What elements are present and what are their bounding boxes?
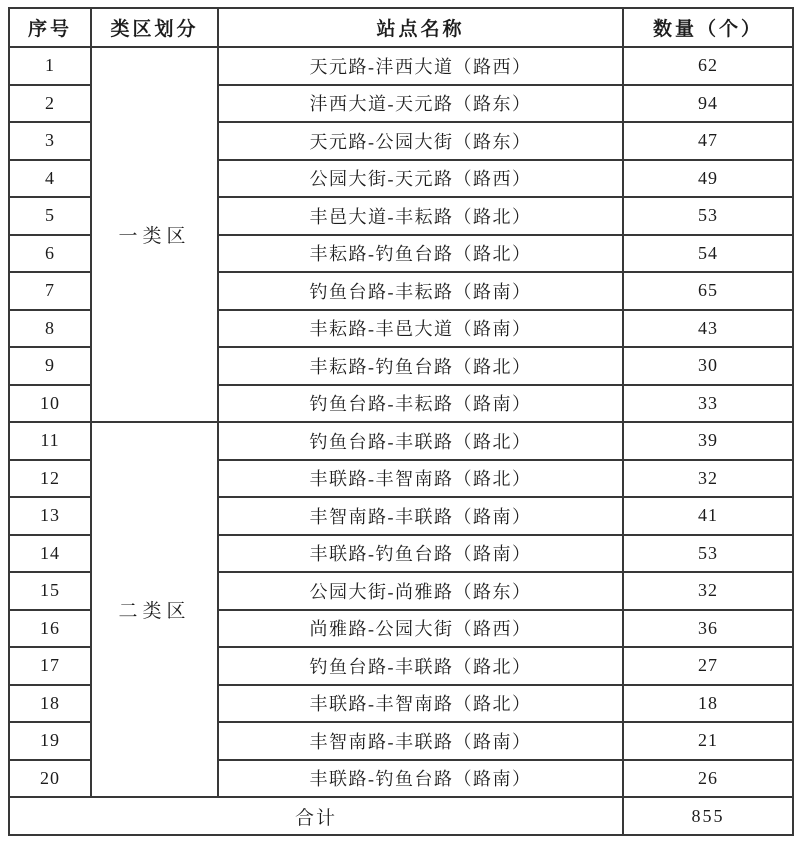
quantity-cell: 27 <box>623 647 793 685</box>
station-name-cell: 钓鱼台路-丰联路（路北） <box>218 422 623 460</box>
row-number-cell: 6 <box>9 235 91 273</box>
row-number-cell: 13 <box>9 497 91 535</box>
quantity-cell: 65 <box>623 272 793 310</box>
row-number-cell: 16 <box>9 610 91 648</box>
quantity-cell: 43 <box>623 310 793 348</box>
row-number-cell: 2 <box>9 85 91 123</box>
row-number-cell: 3 <box>9 122 91 160</box>
quantity-cell: 36 <box>623 610 793 648</box>
station-name-cell: 丰耘路-丰邑大道（路南） <box>218 310 623 348</box>
quantity-cell: 94 <box>623 85 793 123</box>
row-number-cell: 18 <box>9 685 91 723</box>
station-name-cell: 天元路-公园大街（路东） <box>218 122 623 160</box>
row-number-cell: 4 <box>9 160 91 198</box>
quantity-cell: 54 <box>623 235 793 273</box>
row-number-cell: 12 <box>9 460 91 498</box>
zone-cell: 二类区 <box>91 422 218 797</box>
header-row <box>9 8 793 47</box>
header-quantity: 数量（个） <box>623 8 793 47</box>
table-row <box>9 47 793 85</box>
row-number-cell: 15 <box>9 572 91 610</box>
station-name-cell: 丰智南路-丰联路（路南） <box>218 722 623 760</box>
total-value-cell: 855 <box>623 797 793 835</box>
row-number-cell: 5 <box>9 197 91 235</box>
quantity-cell: 49 <box>623 160 793 198</box>
station-name-cell: 钓鱼台路-丰联路（路北） <box>218 647 623 685</box>
station-name-cell: 钓鱼台路-丰耘路（路南） <box>218 272 623 310</box>
stations-table <box>8 7 794 836</box>
quantity-cell: 62 <box>623 47 793 85</box>
row-number-cell: 17 <box>9 647 91 685</box>
quantity-cell: 26 <box>623 760 793 798</box>
quantity-cell: 32 <box>623 572 793 610</box>
total-row <box>9 797 793 835</box>
station-name-cell: 丰联路-丰智南路（路北） <box>218 460 623 498</box>
station-name-cell: 丰智南路-丰联路（路南） <box>218 497 623 535</box>
header-serial-number: 序号 <box>9 8 91 47</box>
quantity-cell: 32 <box>623 460 793 498</box>
station-name-cell: 公园大街-天元路（路西） <box>218 160 623 198</box>
row-number-cell: 7 <box>9 272 91 310</box>
row-number-cell: 10 <box>9 385 91 423</box>
station-name-cell: 丰邑大道-丰耘路（路北） <box>218 197 623 235</box>
station-name-cell: 丰联路-钓鱼台路（路南） <box>218 535 623 573</box>
row-number-cell: 1 <box>9 47 91 85</box>
row-number-cell: 20 <box>9 760 91 798</box>
total-label-cell: 合计 <box>9 797 623 835</box>
header-zone-division: 类区划分 <box>91 8 218 47</box>
quantity-cell: 21 <box>623 722 793 760</box>
quantity-cell: 41 <box>623 497 793 535</box>
header-station-name: 站点名称 <box>218 8 623 47</box>
quantity-cell: 18 <box>623 685 793 723</box>
zone-cell: 一类区 <box>91 47 218 422</box>
quantity-cell: 53 <box>623 197 793 235</box>
quantity-cell: 53 <box>623 535 793 573</box>
station-name-cell: 天元路-沣西大道（路西） <box>218 47 623 85</box>
station-name-cell: 丰耘路-钓鱼台路（路北） <box>218 235 623 273</box>
station-name-cell: 丰联路-丰智南路（路北） <box>218 685 623 723</box>
quantity-cell: 47 <box>623 122 793 160</box>
station-name-cell: 钓鱼台路-丰耘路（路南） <box>218 385 623 423</box>
row-number-cell: 14 <box>9 535 91 573</box>
station-name-cell: 尚雅路-公园大街（路西） <box>218 610 623 648</box>
table-row <box>9 422 793 460</box>
row-number-cell: 11 <box>9 422 91 460</box>
station-name-cell: 公园大街-尚雅路（路东） <box>218 572 623 610</box>
quantity-cell: 30 <box>623 347 793 385</box>
row-number-cell: 19 <box>9 722 91 760</box>
quantity-cell: 33 <box>623 385 793 423</box>
station-name-cell: 丰联路-钓鱼台路（路南） <box>218 760 623 798</box>
row-number-cell: 8 <box>9 310 91 348</box>
station-name-cell: 沣西大道-天元路（路东） <box>218 85 623 123</box>
row-number-cell: 9 <box>9 347 91 385</box>
quantity-cell: 39 <box>623 422 793 460</box>
station-name-cell: 丰耘路-钓鱼台路（路北） <box>218 347 623 385</box>
